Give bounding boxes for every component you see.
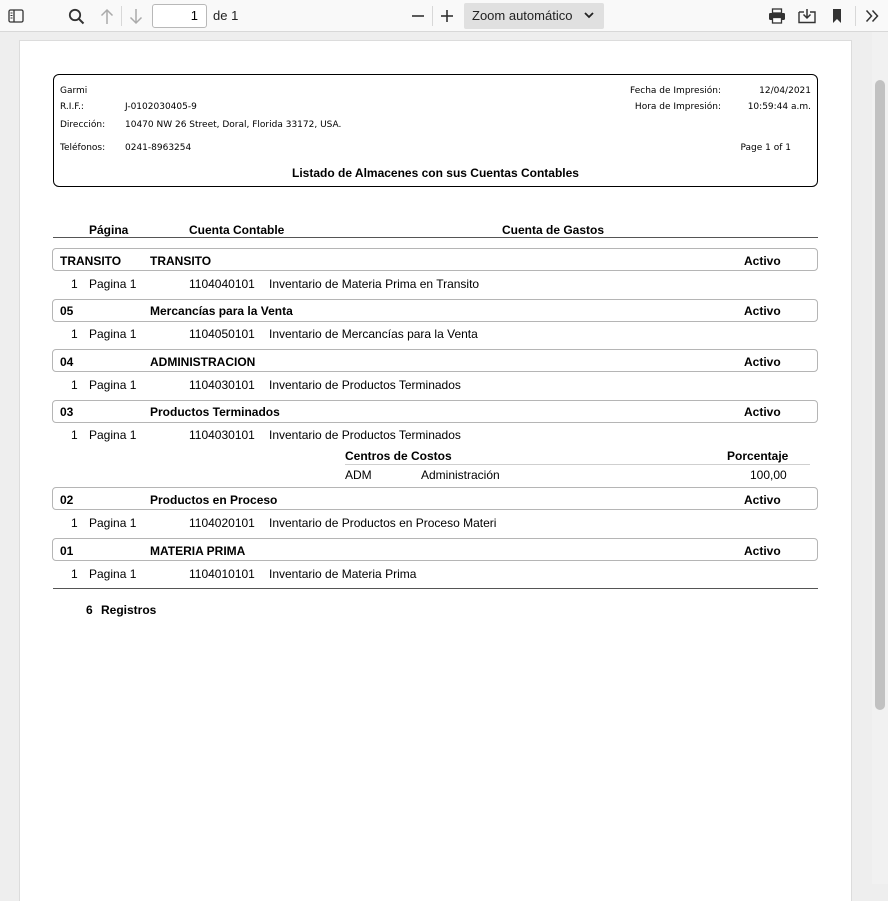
detail-account: 1104010101 [189,567,255,581]
zoom-out-icon[interactable] [407,0,429,32]
warehouse-status: Activo [744,355,781,369]
detail-number: 1 [71,567,78,581]
record-count-label: Registros [101,603,157,617]
cost-center-code: ADM [345,468,372,482]
previous-page-icon[interactable] [95,0,119,32]
more-tools-icon[interactable] [861,0,883,32]
detail-description: Inventario de Mercancías para la Venta [269,327,478,341]
detail-page: Pagina 1 [89,327,137,341]
cost-centers-header: Centros de Costos [345,449,452,463]
warehouse-status: Activo [744,254,781,268]
detail-description: Inventario de Productos Terminados [269,428,461,442]
warehouse-code: TRANSITO [60,254,122,268]
zoom-in-icon[interactable] [436,0,458,32]
report-title: Listado de Almacenes con sus Cuentas Contables [292,166,579,180]
warehouse-code: 01 [60,544,74,558]
print-time-label: Hora de Impresión: [634,102,721,112]
detail-account: 1104050101 [189,327,255,341]
detail-number: 1 [71,277,78,291]
zoom-select-label: Zoom automático [472,8,573,23]
warehouse-name: Productos en Proceso [150,493,278,507]
print-date-label: Fecha de Impresión: [630,86,721,96]
warehouse-code: 02 [60,493,74,507]
detail-number: 1 [71,516,78,530]
detail-page: Pagina 1 [89,567,137,581]
address-value: 10470 NW 26 Street, Doral, Florida 33172, USA. [125,120,342,130]
column-header-pagina: Página [89,223,129,237]
column-header-cuenta-contable: Cuenta Contable [189,223,285,237]
company-name: Garmi [60,86,88,96]
cost-center-percent: 100,00 [750,468,787,482]
detail-account: 1104030101 [189,428,255,442]
warehouse-code: 03 [60,405,74,419]
scrollbar-thumb[interactable] [875,80,885,710]
pdf-toolbar [0,0,888,32]
footer-divider [53,588,818,589]
warehouse-status: Activo [744,405,781,419]
download-icon[interactable] [796,0,818,32]
page-total-label: de 1 [213,8,239,23]
column-header-cuenta-gastos: Cuenta de Gastos [502,223,605,237]
warehouse-name: ADMINISTRACION [150,355,256,369]
vertical-scrollbar[interactable] [872,32,888,884]
bookmark-icon[interactable] [826,0,848,32]
detail-description: Inventario de Productos en Proceso Materi [269,516,497,530]
cost-centers-divider [345,464,810,465]
phones-label: Teléfonos: [60,143,106,153]
warehouse-code: 04 [60,355,74,369]
detail-description: Inventario de Materia Prima [269,567,417,581]
detail-number: 1 [71,428,78,442]
warehouse-name: MATERIA PRIMA [150,544,246,558]
detail-page: Pagina 1 [89,516,137,530]
print-time-value: 10:59:44 a.m. [747,102,811,112]
sidebar-toggle-icon[interactable] [4,0,28,32]
page-count-label: Page 1 of 1 [740,143,791,153]
warehouse-name: Mercancías para la Venta [150,304,293,318]
detail-page: Pagina 1 [89,378,137,392]
detail-number: 1 [71,378,78,392]
rif-label: R.I.F.: [60,102,84,112]
warehouse-code: 05 [60,304,74,318]
header-divider [53,237,818,238]
warehouse-name: Productos Terminados [150,405,280,419]
warehouse-status: Activo [744,304,781,318]
rif-value: J-0102030405-9 [125,102,197,112]
percent-header: Porcentaje [727,449,789,463]
chevron-down-icon [584,11,594,19]
record-count: 6 [86,603,93,617]
pdf-page [20,41,851,901]
zoom-select[interactable] [464,3,604,29]
detail-account: 1104020101 [189,516,255,530]
cost-center-name: Administración [421,468,500,482]
address-label: Dirección: [60,120,106,130]
warehouse-name: TRANSITO [150,254,212,268]
detail-page: Pagina 1 [89,277,137,291]
search-icon[interactable] [64,0,88,32]
detail-description: Inventario de Materia Prima en Transito [269,277,480,291]
page-number-input[interactable]: 1 [152,4,207,28]
detail-description: Inventario de Productos Terminados [269,378,461,392]
next-page-icon[interactable] [124,0,148,32]
phones-value: 0241-8963254 [125,143,192,153]
detail-account: 1104030101 [189,378,255,392]
print-icon[interactable] [766,0,788,32]
warehouse-status: Activo [744,544,781,558]
detail-page: Pagina 1 [89,428,137,442]
warehouse-status: Activo [744,493,781,507]
print-date-value: 12/04/2021 [759,86,811,96]
detail-account: 1104040101 [189,277,255,291]
detail-number: 1 [71,327,78,341]
